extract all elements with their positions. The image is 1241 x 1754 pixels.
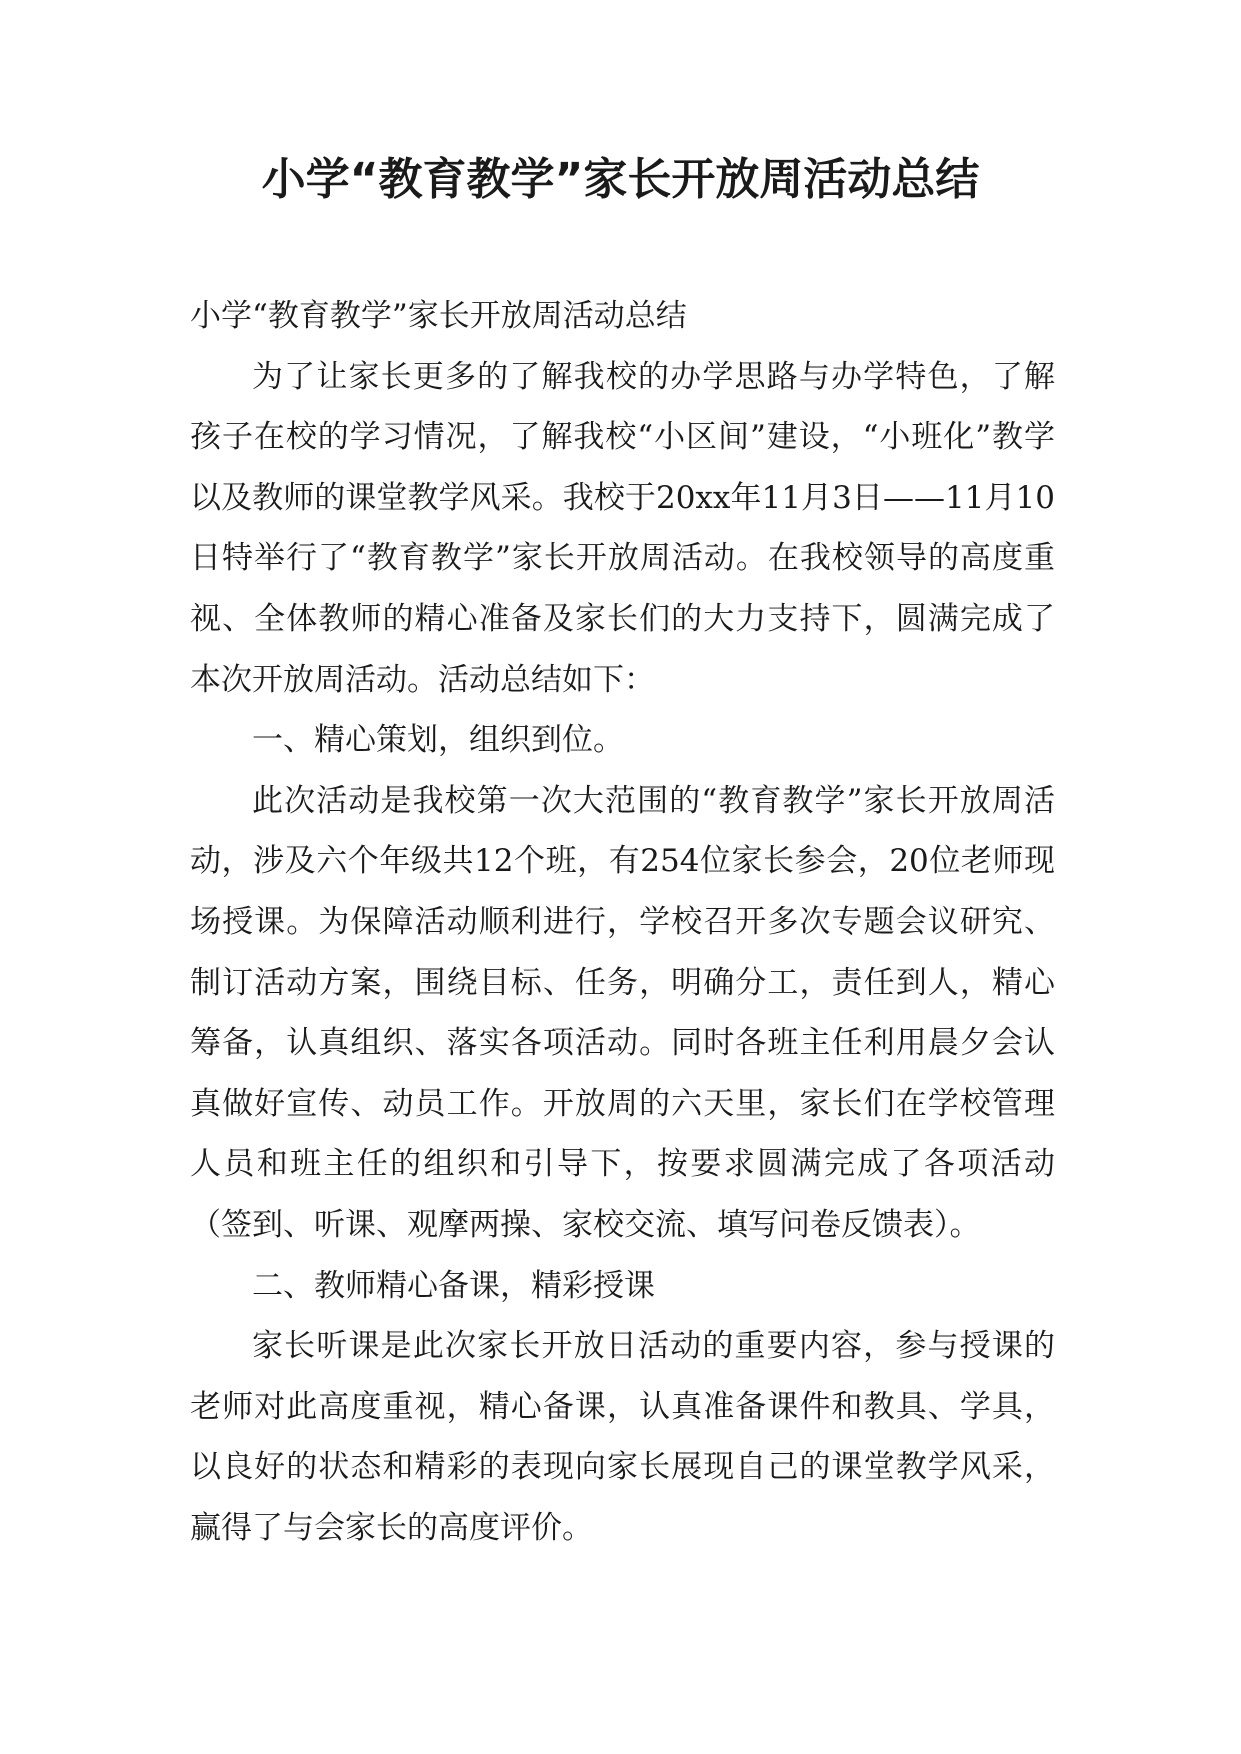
document-body bbox=[190, 286, 1055, 1558]
section-heading-2: 二、教师精心备课，精彩授课 bbox=[252, 1267, 655, 1304]
section-heading-1: 一、精心策划，组织到位。 bbox=[252, 722, 624, 759]
document-title: 小学“教育教学”家长开放周活动总结 bbox=[261, 154, 980, 205]
section-1-paragraph: 此次活动是我校第一次大范围的“教育教学”家长开放周活动，涉及六个年级共12个班，有254位家长参会，20位老师现场授课。为保障活动顺利进行，学校召开多次专题会议研究、制订活动方案，围绕目标、任务，明确分工，责任到人，精心筹备，认真组织、落实各项活动。同时各班主任利用晨夕会认真做好宣传、动员工作。开放周的六天里，家长们在学校管理人员和班主任的组织和引导下，按要求圆满完成了各项活动（签到、听课、观摩两操、家校交流、填写问卷反馈表）。 bbox=[190, 782, 1055, 1243]
intro-paragraph: 为了让家长更多的了解我校的办学思路与办学特色，了解孩子在校的学习情况，了解我校“小区间”建设，“小班化”教学以及教师的课堂教学风采。我校于20xx年11月3日——11月10日特举行了“教育教学”家长开放周活动。在我校领导的高度重视、全体教师的精心准备及家长们的大力支持下，圆满完成了本次开放周活动。活动总结如下： bbox=[190, 358, 1055, 698]
section-2-paragraph: 家长听课是此次家长开放日活动的重要内容，参与授课的老师对此高度重视，精心备课，认真准备课件和教具、学具，以良好的状态和精彩的表现向家长展现自己的课堂教学风采，赢得了与会家长的高度评价。 bbox=[190, 1328, 1055, 1546]
subtitle-paragraph: 小学“教育教学”家长开放周活动总结 bbox=[190, 298, 687, 334]
